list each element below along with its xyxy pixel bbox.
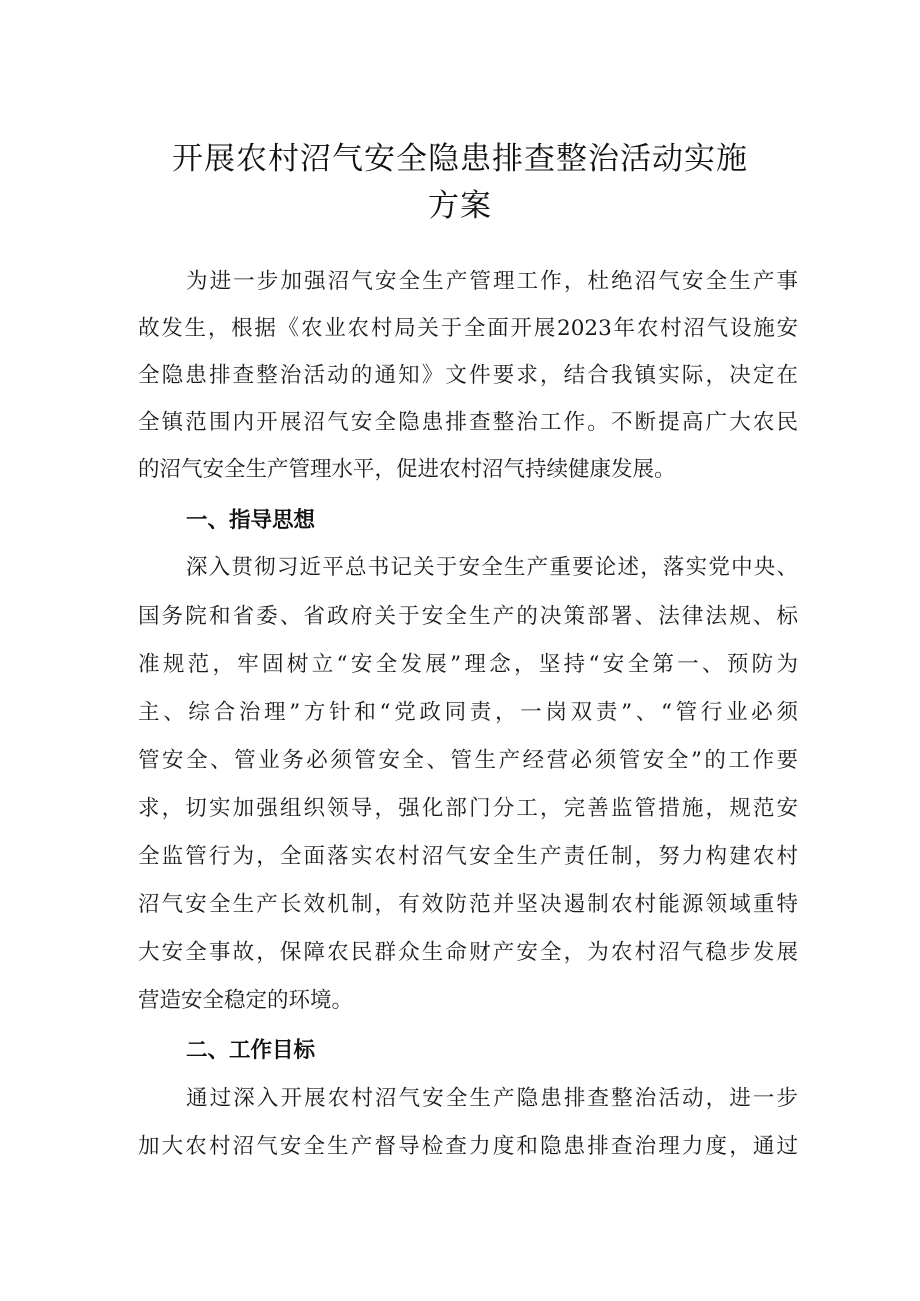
- paragraph-line: 通过深入开展农村沼气安全生产隐患排查整治活动，进一步: [186, 1086, 798, 1111]
- paragraph-line: 为进一步加强沼气安全生产管理工作，杜绝沼气安全生产事: [186, 269, 798, 294]
- paragraph-line: 全镇范围内开展沼气安全隐患排查整治工作。不断提高广大农民: [138, 410, 798, 435]
- paragraph-line: 沼气安全生产长效机制，有效防范并坚决遏制农村能源领域重特: [138, 892, 798, 917]
- paragraph-line: 求，切实加强组织领导，强化部门分工，完善监管措施，规范安: [138, 796, 798, 821]
- paragraph-line: 深入贯彻习近平总书记关于安全生产重要论述，落实党中央、: [186, 555, 798, 580]
- paragraph-line: 全隐患排查整治活动的通知》文件要求，结合我镇实际，决定在: [138, 363, 798, 388]
- section-heading: 一、指导思想: [186, 508, 316, 533]
- paragraph-line: 主、综合治理”方针和“党政同责，一岗双责”、“管行业必须: [138, 700, 798, 725]
- document-title-line1: 开展农村沼气安全隐患排查整治活动实施: [172, 141, 748, 177]
- paragraph-line: 的沼气安全生产管理水平，促进农村沼气持续健康发展。: [138, 457, 676, 482]
- paragraph-line: 全监管行为，全面落实农村沼气安全生产责任制，努力构建农村: [138, 844, 798, 869]
- paragraph-line: 准规范，牢固树立“安全发展”理念，坚持“安全第一、预防为: [138, 652, 798, 677]
- paragraph-line: 国务院和省委、省政府关于安全生产的决策部署、法律法规、标: [138, 604, 798, 629]
- paragraph-line: 加大农村沼气安全生产督导检查力度和隐患排查治理力度，通过: [138, 1134, 798, 1159]
- document-title-line2: 方案: [428, 188, 492, 224]
- paragraph-line: 营造安全稳定的环境。: [138, 988, 354, 1013]
- paragraph-line: 大安全事故，保障农民群众生命财产安全，为农村沼气稳步发展: [138, 940, 798, 965]
- section-heading: 二、工作目标: [186, 1038, 316, 1063]
- paragraph-line: 故发生，根据《农业农村局关于全面开展2023年农村沼气设施安: [138, 316, 798, 341]
- paragraph-line: 管安全、管业务必须管安全、管生产经营必须管安全”的工作要: [138, 748, 798, 773]
